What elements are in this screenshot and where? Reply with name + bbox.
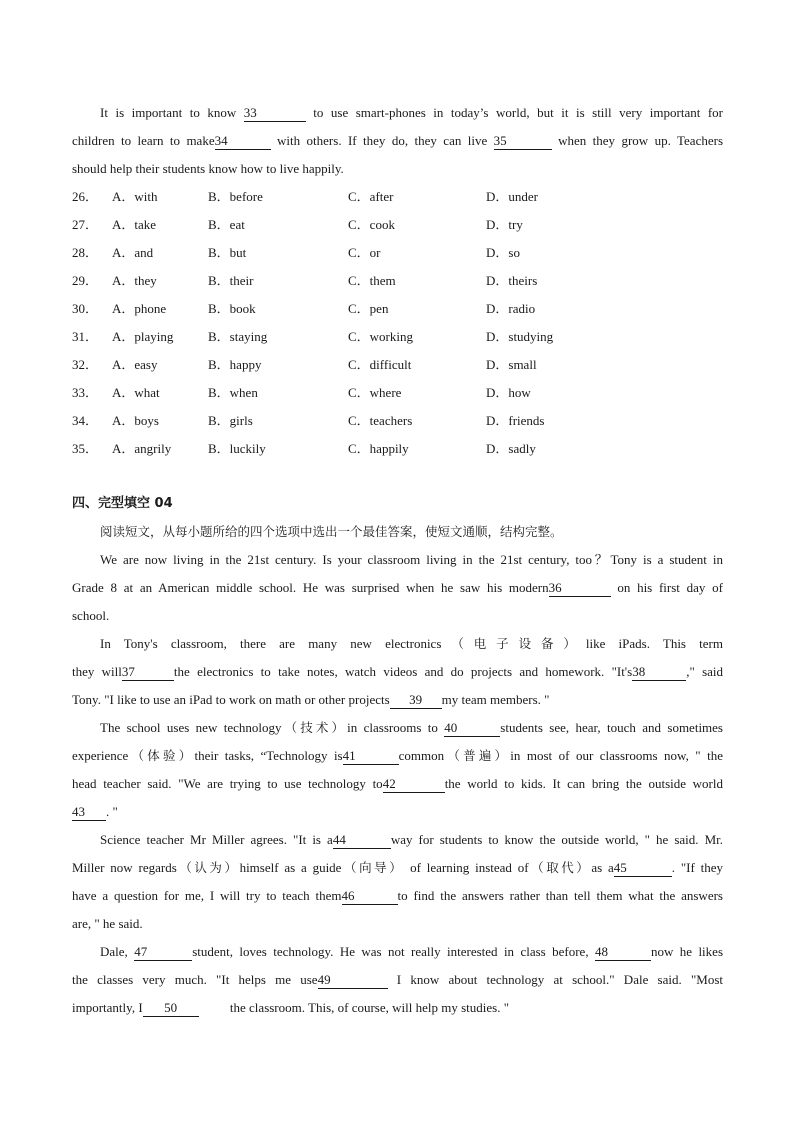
option-d[interactable]: D．studying [486,329,554,344]
text: importantly, I [72,1000,143,1015]
option-d[interactable]: D．how [486,385,531,400]
text: with others. If they do, they can live [270,133,494,148]
option-a[interactable]: A．playing [112,329,174,344]
option-c[interactable]: C．difficult [348,357,412,372]
text: In Tony's classroom, there are many new electronics [100,636,442,651]
blank-50[interactable]: 50 [143,1000,199,1017]
option-d[interactable]: D．so [486,245,520,260]
text: the electronics to take notes, watch videos and do projects and homework. "It's [173,664,633,679]
question-number: 29． [72,273,99,288]
option-b[interactable]: B．staying [208,329,268,344]
text: in classrooms to [347,720,445,735]
text: on his first day of [610,580,723,595]
text: student, loves technology. He was not really interested in class before, [192,944,595,959]
question-row [72,351,723,379]
text: （技术） [281,720,348,735]
p5-line2 [72,966,723,994]
text: The school uses new technology [100,720,282,735]
text: ," said [686,664,724,679]
option-b[interactable]: B．book [208,301,256,316]
option-a[interactable]: A．angrily [112,441,172,456]
text: （认为） [176,860,240,875]
text: Tony. "I like to use an iPad to work on math or other projects [72,692,390,707]
option-a[interactable]: A．they [112,273,157,288]
blank-45[interactable]: 45 [614,860,672,877]
blank-41[interactable]: 41 [343,748,399,765]
p3-line3 [72,770,723,798]
option-d[interactable]: D．theirs [486,273,538,288]
text: the world to kids. It can bring the outside world [444,776,723,791]
text: Dale, [100,944,135,959]
blank-49[interactable]: 49 [318,972,388,989]
option-c[interactable]: C．after [348,189,394,204]
text: their tasks, “Technology is [194,748,343,763]
blank-44[interactable]: 44 [333,832,391,849]
option-a[interactable]: A．take [112,217,157,232]
text: of learning instead of [404,860,529,875]
text: the classroom. This, of course, will help my studies. " [226,1000,510,1015]
question-row [72,267,723,295]
text: as a [591,860,614,875]
option-b[interactable]: B．before [208,189,263,204]
passage1-line2 [72,127,723,155]
p1-line1: We are now living in the 21st century. Is your classroom living in the 21st century, too？Tony is a student in [100,552,723,567]
p2-line1 [100,630,723,658]
question-number: 27． [72,217,99,232]
option-d[interactable]: D．small [486,357,537,372]
option-a[interactable]: A．with [112,189,158,204]
option-b[interactable]: B．girls [208,413,253,428]
question-row [72,183,723,211]
p4-line2 [72,854,723,882]
question-row [72,295,723,323]
blank-34[interactable]: 34 [215,133,271,150]
option-b[interactable]: B．their [208,273,254,288]
option-c[interactable]: C．working [348,329,414,344]
blank-46[interactable]: 46 [342,888,398,905]
option-c[interactable]: C．happily [348,441,409,456]
option-c[interactable]: C．teachers [348,413,413,428]
option-d[interactable]: D．friends [486,413,545,428]
p5-line1 [100,938,723,966]
p4-line3 [72,882,723,910]
p1-line3: school. [72,608,110,623]
passage1-line1 [100,99,723,127]
option-c[interactable]: C．or [348,245,381,260]
section-instruction: 阅读短文，从每小题所给的四个选项中选出一个最佳答案，使短文通顺，结构完整。 [100,524,563,539]
text: Science teacher Mr Miller agrees. "It is a [100,832,333,847]
option-d[interactable]: D．sadly [486,441,536,456]
text: （普遍） [444,748,511,763]
blank-40[interactable]: 40 [444,720,500,737]
question-number: 31． [72,329,99,344]
option-d[interactable]: D．try [486,217,523,232]
blank-43[interactable]: 43 [72,804,106,821]
text: himself as a guide [239,860,342,875]
text: （取代） [528,860,592,875]
option-d[interactable]: D．under [486,189,538,204]
question-row [72,407,723,435]
text: when they grow up. Teachers [551,133,724,148]
question-number: 33． [72,385,99,400]
question-row [72,239,723,267]
p3-line1 [100,714,723,742]
option-a[interactable]: A．easy [112,357,158,372]
blank-37[interactable]: 37 [122,664,174,681]
question-row [72,435,723,463]
question-number: 34． [72,413,99,428]
question-number: 30． [72,301,99,316]
option-a[interactable]: A．boys [112,413,159,428]
text: they will [72,664,122,679]
option-c[interactable]: C．where [348,385,402,400]
question-number: 28． [72,245,99,260]
text: experience [72,748,129,763]
p5-line3 [72,994,723,1022]
text: head teacher said. "We are trying to use technology to [72,776,383,791]
text: . " [106,804,118,819]
question-number: 32． [72,357,99,372]
blank-39[interactable]: 39 [390,692,442,709]
blank-48[interactable]: 48 [595,944,651,961]
text: . "If they [671,860,723,875]
text: have a question for me, I will try to teach them [72,888,342,903]
option-a[interactable]: A．what [112,385,160,400]
p2-line3 [72,686,723,714]
text: to find the answers rather than tell them what the answers [397,888,723,903]
option-d[interactable]: D．radio [486,301,536,316]
blank-42[interactable]: 42 [383,776,445,793]
p3-line2 [72,742,723,770]
option-c[interactable]: C．pen [348,301,389,316]
option-c[interactable]: C．cook [348,217,395,232]
question-number: 35． [72,441,99,456]
question-row [72,379,723,407]
text: to use smart-phones in today’s world, but it is still very important for [305,105,723,120]
section-heading: 四、完型填空 04 [72,496,173,511]
text: I know about technology at school." Dale said. "Most [387,972,723,987]
text: children to learn to make [72,133,215,148]
question-row [72,211,723,239]
blank-36[interactable]: 36 [549,580,611,597]
option-b[interactable]: B．eat [208,217,245,232]
text: （体验） [128,748,195,763]
p4-line4: are, " he said. [72,916,143,931]
text: Grade 8 at an American middle school. He was surprised when he saw his modern [72,580,549,595]
text: like iPads. This term [585,636,723,651]
p3-line4 [72,798,723,826]
text: students see, hear, touch and sometimes [500,720,723,735]
option-b[interactable]: B．luckily [208,441,266,456]
text: common [398,748,445,763]
option-a[interactable]: A．and [112,245,154,260]
option-c[interactable]: C．them [348,273,396,288]
blank-38[interactable]: 38 [632,664,686,681]
blank-33[interactable]: 33 [244,105,306,122]
text: now he likes [650,944,723,959]
text: （电子设备） [441,636,586,651]
option-b[interactable]: B．but [208,245,247,260]
blank-35[interactable]: 35 [494,133,552,150]
option-b[interactable]: B．happy [208,357,262,372]
text: the classes very much. "It helps me use [72,972,318,987]
question-number: 26． [72,189,99,204]
p4-line1 [100,826,723,854]
text: way for students to know the outside world, " he said. Mr. [390,832,723,847]
p2-line2 [72,658,723,686]
text: in most of our classrooms now, " the [510,748,723,763]
question-row [72,323,723,351]
text: （向导） [341,860,405,875]
p1-line2 [72,574,723,602]
text: It is important to know [100,105,244,120]
option-b[interactable]: B．when [208,385,258,400]
option-a[interactable]: A．phone [112,301,167,316]
blank-47[interactable]: 47 [134,944,192,961]
text: my team members. " [441,692,550,707]
text: Miller now regards [72,860,177,875]
passage1-line3: should help their students know how to live happily. [72,161,344,176]
